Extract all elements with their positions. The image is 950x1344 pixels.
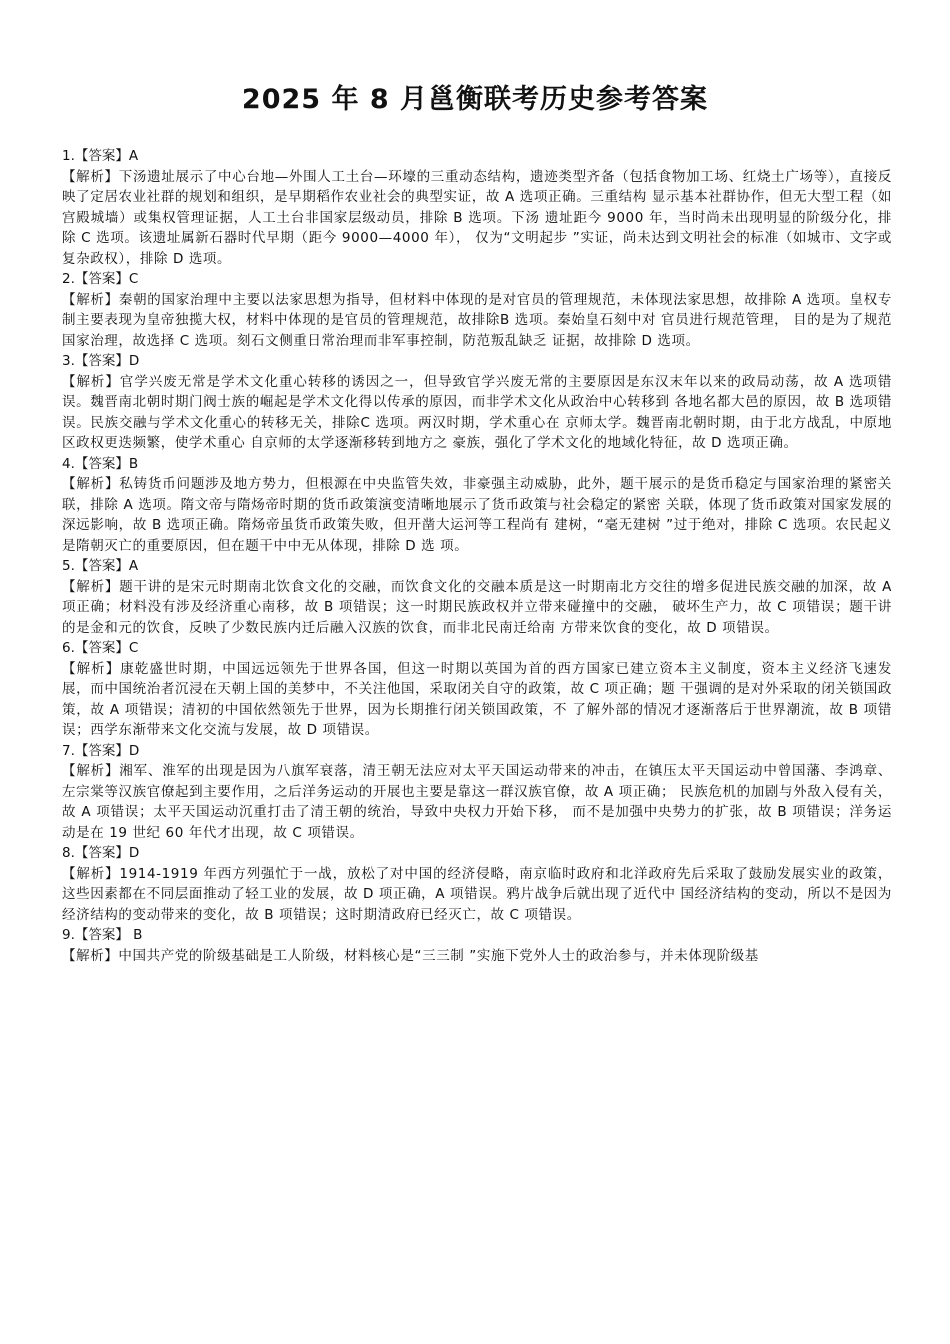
answer-line: 3.【答案】D (62, 353, 140, 369)
question-block-7 (62, 741, 892, 844)
question-block-5 (62, 556, 892, 638)
explanation-text: 【解析】湘军、淮军的出现是因为八旗军衰落，清王朝无法应对太平天国运动带来的冲击，在镇压太平天国运动中曾国藩、李鸿章、左宗棠等汉族官僚起到主要作用，之后洋务运动的开展也主要是靠这一群汉族官僚，故 A 项正确； 民族危机的加剧与外敌入侵有关，故 A 项错误；太平天国运动沉重打击了清王朝的统治，导致中央权力开始下移， 而不是加强中央势力的扩张，故 B 项错误；洋务运动是在 19 世纪 60 年代才出现，故 C 项错误。 (62, 763, 892, 841)
question-block-9 (62, 925, 892, 966)
question-block-6 (62, 638, 892, 741)
explanation-text: 【解析】中国共产党的阶级基础是工人阶级，材料核心是“三三制 ”实施下党外人士的政治参与，并未体现阶级基 (62, 947, 759, 964)
explanation-text: 【解析】下汤遗址展示了中心台地—外围人工土台—环壕的三重动态结构，遗迹类型齐备（包括食物加工场、红烧土广场等），直接反映了定居农业社群的规划和组织，是早期稻作农业社会的典型实证，故 A 选项正确。三重结构 显示基本社群协作，但无大型工程（如宫殿城墙）或集权管理证据，人工土台非国家层级动员，排除 B 选项。下汤 遗址距今 9000 年，当时尚未出现明显的阶级分化，排除 C 选项。该遗址属新石器时代早期（距今 9000—4000 年）， 仅为“文明起步 ”实证，尚未达到文明社会的标准（如城市、文字或复杂政权），排除 D 选项。 (62, 168, 892, 267)
answer-line: 8.【答案】D (62, 845, 140, 861)
question-block-2 (62, 269, 892, 351)
answer-line: 6.【答案】C (62, 640, 139, 656)
question-block-1 (62, 146, 892, 269)
answer-line: 7.【答案】D (62, 742, 140, 759)
answer-list (62, 146, 892, 966)
question-block-8 (62, 843, 892, 925)
answer-line: 9.【答案】 B (62, 927, 143, 943)
explanation-text: 【解析】秦朝的国家治理中主要以法家思想为指导，但材料中体现的是对官员的管理规范，未体现法家思想，故排除 A 选项。皇权专制主要表现为皇帝独揽大权，材料中体现的是官员的管理规范，故排除B 选项。秦始皇石刻中对 官员进行规范管理， 目的是为了规范国家治理，故选择 C 选项。刻石文侧重日常治理而非军事控制，防范叛乱缺乏 证据，故排除 D 选项。 (62, 291, 892, 349)
answer-line: 4.【答案】B (62, 455, 139, 472)
page-title: 2025 年 8 月邕衡联考历史参考答案 (241, 84, 709, 115)
answer-line: 1.【答案】A (62, 148, 139, 164)
question-block-4 (62, 454, 892, 557)
answer-line: 5.【答案】A (62, 558, 139, 574)
explanation-text: 【解析】官学兴废无常是学术文化重心转移的诱因之一，但导致官学兴废无常的主要原因是东汉末年以来的政局动荡，故 A 选项错误。魏晋南北朝时期门阀士族的崛起是学术文化得以传承的原因，而非学术文化从政治中心转移到 各地名都大邑的原因，故 B 选项错误。民族交融与学术文化重心的转移无关，排除C 选项。两汉时期，学术重心在 京师太学。魏晋南北朝时期，由于北方战乱，中原地区政权更迭频繁，使学术重心 自京师的太学逐渐移转到地方之 豪族，强化了学术文化的地域化特征，故 D 选项正确。 (62, 373, 892, 451)
answer-line: 2.【答案】C (62, 271, 139, 287)
question-block-3 (62, 351, 892, 454)
explanation-text: 【解析】1914-1919 年西方列强忙于一战，放松了对中国的经济侵略，南京临时政府和北洋政府先后采取了鼓励发展实业的政策，这些因素都在不同层面推动了轻工业的发展，故 D 项正确，A 项错误。鸦片战争后就出现了近代中 国经济结构的变动，所以不是因为经济结构的变动带来的变化，故 B 项错误；这时期清政府已经灭亡，故 C 项错误。 (62, 865, 892, 923)
explanation-text: 【解析】私铸货币问题涉及地方势力，但根源在中央监管失效，非豪强主动威胁，此外，题干展示的是货币稳定与国家治理的紧密关联，排除 A 选项。隋文帝与隋炀帝时期的货币政策演变清晰地展示了货币政策与社会稳定的紧密 关联，体现了货币政策对国家发展的深远影响，故 B 选项正确。隋炀帝虽货币政策失败，但开凿大运河等工程尚有 建树，“毫无建树 ”过于绝对，排除 C 选项。农民起义是隋朝灭亡的重要原因，但在题干中中无从体现，排除 D 选 项。 (62, 476, 892, 554)
explanation-text: 【解析】康乾盛世时期，中国远远领先于世界各国，但这一时期以英国为首的西方国家已建立资本主义制度，资本主义经济飞速发展，而中国统治者沉浸在天朝上国的美梦中，不关注他国，采取闭关自守的政策，故 C 项正确；题 干强调的是对外采取的闭关锁国政策，故 A 项错误；清初的中国依然领先于世界，因为长期推行闭关锁国政策，不 了解外部的情况才逐渐落后于世界潮流，故 B 项错误；西学东渐带来文化交流与发展，故 D 项错误。 (62, 660, 892, 738)
explanation-text: 【解析】题干讲的是宋元时期南北饮食文化的交融，而饮食文化的交融本质是这一时期南北方交往的增多促进民族交融的加深，故 A 项正确；材料没有涉及经济重心南移，故 B 项错误；这一时期民族政权并立带来碰撞中的交融， 破坏生产力，故 C 项错误；题干讲的是金和元的饮食，反映了少数民族内迁后融入汉族的饮食，而非北民南迁给南 方带来饮食的变化，故 D 项错误。 (62, 578, 892, 636)
